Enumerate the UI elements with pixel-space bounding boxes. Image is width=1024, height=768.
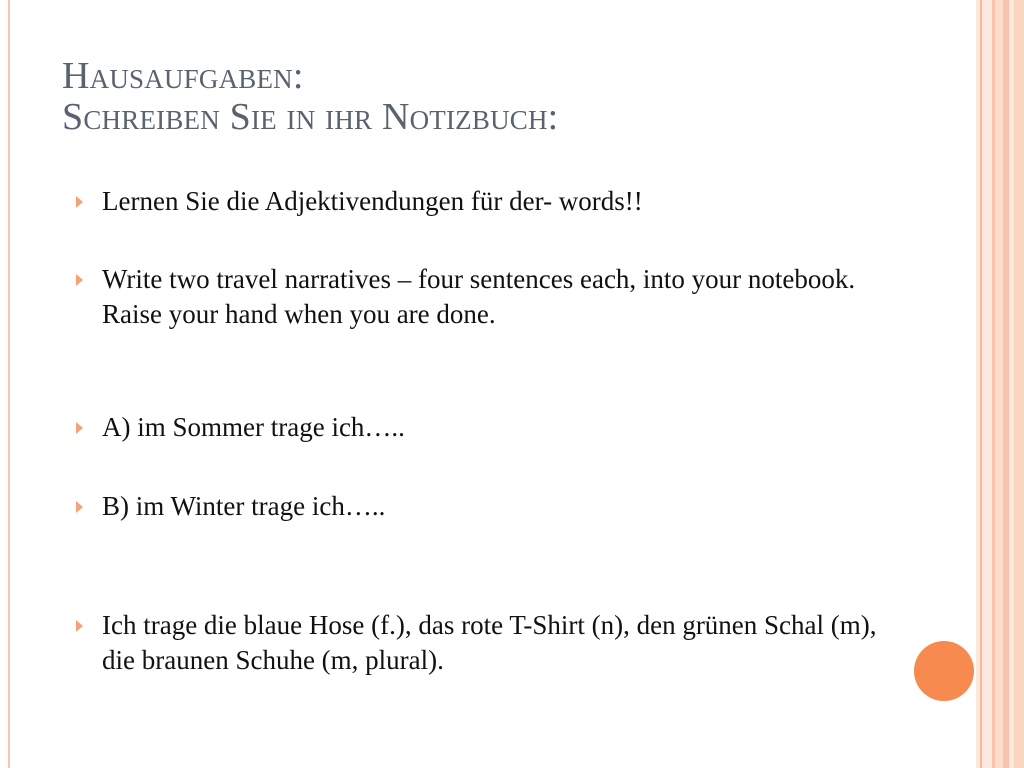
bullet-text: A) im Sommer trage ich….. [102,412,405,442]
bullet-arrow-icon [74,184,102,219]
slide-title [62,56,922,138]
bullet-arrow-icon [74,410,102,445]
bullet-text: B) im Winter trage ich….. [102,491,386,521]
bullet-item [74,489,884,524]
stripe [982,0,992,768]
bullet-text: Ich trage die blaue Hose (f.), das rote T-Shirt (n), den grünen Schal (m), die braunen Schuhe (m, plural). [102,610,877,675]
bullet-item [74,410,884,445]
bullet-arrow-icon [74,608,102,678]
bullet-item [74,184,884,219]
bullet-text: Write two travel narratives – four sentences each, into your notebook. Raise your hand when you are done. [102,264,856,329]
title-line-2: Schreiben Sie in ihr Notizbuch: [62,96,559,139]
bullet-arrow-icon [74,262,102,332]
stripe [995,0,1003,768]
stripe [1014,0,1024,768]
decorative-stripes [976,0,1024,768]
bullet-arrow-icon [74,489,102,524]
bullet-text: Lernen Sie die Adjektivendungen für der- words!! [102,186,643,216]
bullet-item [74,608,884,678]
title-line-1: Hausaufgaben: [62,55,304,97]
accent-circle [914,641,974,701]
left-border-line [8,0,10,768]
bullet-item [74,262,884,332]
